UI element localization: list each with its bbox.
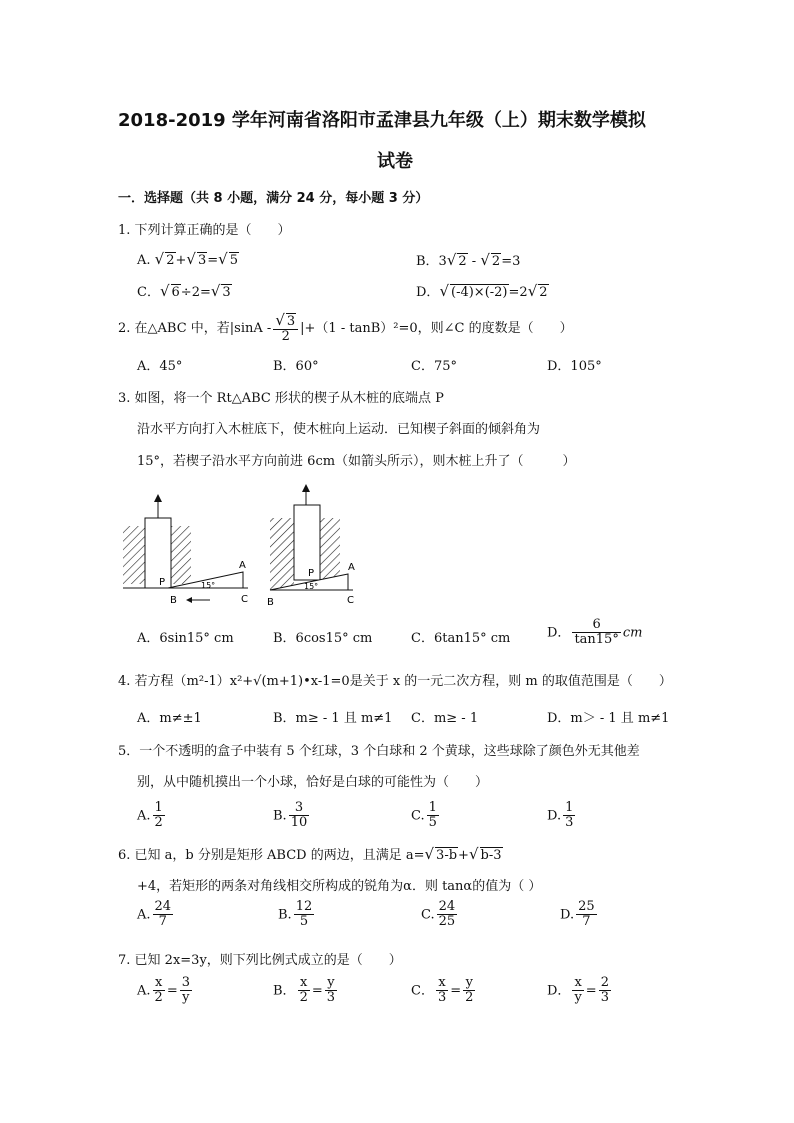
q5-option-c: C. $\frac{1}{5}$: [411, 800, 437, 831]
question-4-stem: 4. 若方程（m²-1）x²+√(m+1)•x-1=0是关于 x 的一元二次方程，则 m 的取值范围是（ ）: [118, 674, 672, 689]
q6-option-a: A. $\frac{24}{7}$: [137, 899, 172, 930]
q2-option-b: B．60°: [273, 359, 319, 374]
q4-option-b: B．m≥ - 1 且 m≠1: [273, 711, 393, 726]
label-c: C: [241, 594, 248, 605]
q3-option-b: B．6cos15° cm: [273, 631, 373, 646]
q5-option-a: A. $\frac{1}{2}$: [137, 800, 163, 831]
q7-option-d: D． $\frac{x}{y}$ = $\frac{2}{3}$: [547, 975, 609, 1006]
q1-option-d: D．√ (-4)×(-2)=2√ 2: [416, 282, 548, 300]
question-3-line3: 15°，若楔子沿水平方向前进 6cm（如箭头所示），则木桩上升了（ ）: [137, 454, 576, 469]
label-b-2: B: [267, 597, 274, 608]
label-p-2: P: [308, 568, 315, 579]
question-2-stem: 2. 在△ABC 中，若|sinA - $\frac{√ 3}{2}$ |+（1 - tanB）²=0，则∠C 的度数是（ ）: [118, 311, 573, 345]
q3-option-d: D． $\frac{6}{\tan 15^\circ}$ cm: [547, 617, 643, 648]
question-3-line2: 沿水平方向打入木桩底下，使木桩向上运动．已知楔子斜面的倾斜角为: [137, 422, 541, 437]
q6-option-c: C. $\frac{24}{25}$: [421, 899, 456, 930]
q2-option-d: D．105°: [547, 359, 602, 374]
q2-option-a: A．45°: [137, 359, 183, 374]
q6-option-d: D. $\frac{25}{7}$: [560, 899, 595, 930]
question-1-stem: 1. 下列计算正确的是（ ）: [118, 223, 291, 238]
q6-option-b: B. $\frac{12}{5}$: [278, 899, 313, 930]
q7-option-b: B． $\frac{x}{2}$ = $\frac{y}{3}$: [273, 975, 336, 1006]
q4-option-a: A．m≠±1: [137, 711, 202, 726]
label-angle-2: 15°: [304, 582, 319, 591]
label-angle: 15°: [201, 581, 216, 590]
q4-option-c: C．m≥ - 1: [411, 711, 479, 726]
label-a-2: A: [348, 562, 355, 573]
label-c-2: C: [347, 595, 354, 606]
q7-option-a: A. $\frac{x}{2}$ = $\frac{3}{y}$: [137, 975, 190, 1006]
q3-option-c: C．6tan15° cm: [411, 631, 511, 646]
label-a: A: [239, 560, 246, 571]
q1-option-c: C．√ 6÷2=√ 3: [137, 282, 231, 300]
section-heading: 一．选择题（共 8 小题，满分 24 分，每小题 3 分）: [118, 191, 429, 206]
wedge-figure: [118, 478, 368, 613]
q5-option-d: D. $\frac{1}{3}$: [547, 800, 574, 831]
label-p: P: [159, 577, 166, 588]
q4-option-d: D．m＞ - 1 且 m≠1: [547, 711, 670, 726]
question-6-line2: +4，若矩形的两条对角线相交所构成的锐角为α．则 tanα的值为（ ）: [137, 879, 542, 894]
page-title-cont: 试卷: [377, 151, 413, 172]
question-3-line1: 3. 如图，将一个 Rt△ABC 形状的楔子从木桩的底端点 P: [118, 391, 444, 406]
q7-option-c: C． $\frac{x}{3}$ = $\frac{y}{2}$: [411, 975, 474, 1006]
q1-option-a: A. √ 2+√ 3=√ 5: [137, 250, 239, 268]
q5-option-b: B. $\frac{3}{10}$: [273, 800, 308, 831]
question-5-line2: 别，从中随机摸出一个小球，恰好是白球的可能性为（ ）: [137, 775, 489, 790]
question-6-line1: 6. 已知 a，b 分别是矩形 ABCD 的两边，且满足 a=√ 3-b+√ b-3: [118, 845, 502, 863]
label-b: B: [170, 595, 177, 606]
question-7-stem: 7. 已知 2x=3y，则下列比例式成立的是（ ）: [118, 953, 402, 968]
q1-option-b: B．3√ 2 - √ 2=3: [416, 251, 521, 269]
q2-option-c: C．75°: [411, 359, 457, 374]
q3-option-a: A．6sin15° cm: [137, 631, 234, 646]
page-title: 2018-2019 学年河南省洛阳市孟津县九年级（上）期末数学模拟: [118, 110, 646, 131]
question-5-line1: 5．一个不透明的盒子中装有 5 个红球，3 个白球和 2 个黄球，这些球除了颜色外无其他差: [118, 744, 640, 759]
